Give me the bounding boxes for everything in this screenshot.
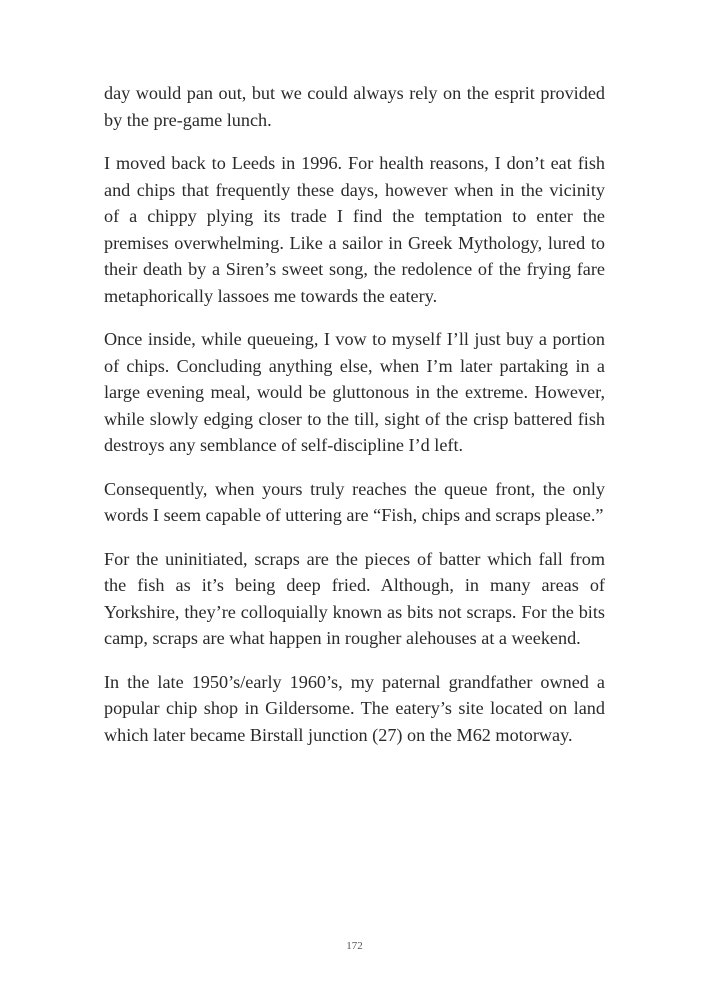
page-number: 172 (346, 940, 363, 952)
paragraph: Consequently, when yours truly reaches the queue front, the only words I seem capable of uttering are “Fish, chips and scraps please.” (104, 478, 605, 525)
body-text (104, 80, 605, 765)
paragraph: day would pan out, but we could always rely on the esprit provided by the pre-game lunch. (104, 83, 605, 130)
paragraph: For the uninitiated, scraps are the pieces of batter which fall from the fish as it’s being deep fried. Although, in many areas of Yorkshire, they’re colloquially known as bits not scraps. For the bits camp, scraps are what happen in rougher alehouses at a weekend. (104, 548, 605, 648)
paragraph: I moved back to Leeds in 1996. For health reasons, I don’t eat fish and chips that frequently these days, however when in the vicinity of a chippy plying its trade I find the temptation to enter the premises overwhelming. Like a sailor in Greek Mythology, lured to their death by a Siren’s sweet song, the redolence of the frying fare metaphorically lassoes me towards the eatery. (104, 153, 605, 306)
paragraph: Once inside, while queueing, I vow to myself I’ll just buy a portion of chips. Concluding anything else, when I’m later partaking in a large evening meal, would be gluttonous in the extreme. However, while slowly edging closer to the till, sight of the crisp battered fish destroys any semblance of self-discipline I’d left. (104, 329, 605, 455)
paragraph: In the late 1950’s/early 1960’s, my paternal grandfather owned a popular chip shop in Gildersome. The eatery’s site located on land which later became Birstall junction (27) on the M62 motorway. (104, 671, 605, 745)
